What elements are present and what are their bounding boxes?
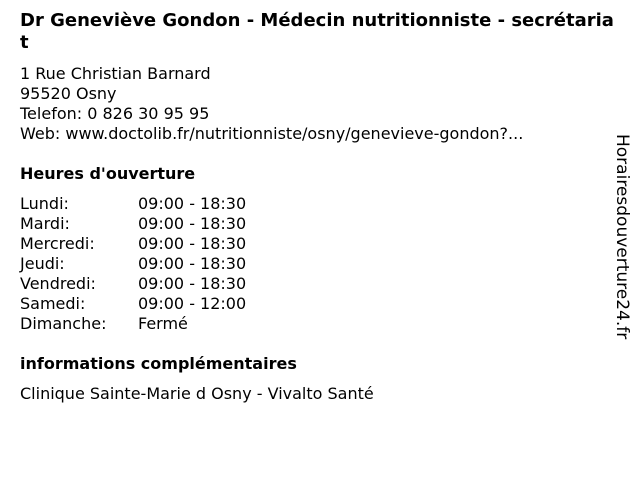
time-value: 09:00 - 18:30 xyxy=(138,194,247,213)
opening-hours-table xyxy=(20,194,246,334)
address-block xyxy=(20,64,523,144)
time-value: 09:00 - 18:30 xyxy=(138,254,247,273)
hours-row-saturday xyxy=(20,294,246,314)
day-label: Lundi: xyxy=(20,194,69,213)
day-label: Samedi: xyxy=(20,294,86,313)
additional-info-heading: informations complémentaires xyxy=(20,354,297,373)
day-label: Jeudi: xyxy=(20,254,65,273)
time-value: 09:00 - 18:30 xyxy=(138,214,247,233)
postal-city: 95520 Osny xyxy=(20,84,117,103)
phone-number: Telefon: 0 826 30 95 95 xyxy=(20,104,210,123)
website-link[interactable]: Web: www.doctolib.fr/nutritionniste/osny/genevieve-gondon?... xyxy=(20,124,524,143)
site-watermark xyxy=(612,134,632,344)
time-value: 09:00 - 12:00 xyxy=(138,294,247,313)
watermark-text: Horairesdouverture24.fr xyxy=(612,134,632,340)
day-label: Mercredi: xyxy=(20,234,95,253)
hours-row-tuesday xyxy=(20,214,246,234)
opening-hours-heading: Heures d'ouverture xyxy=(20,164,196,183)
time-value: 09:00 - 18:30 xyxy=(138,274,247,293)
time-value: 09:00 - 18:30 xyxy=(138,234,247,253)
page-title: Dr Geneviève Gondon - Médecin nutritionniste - secrétariat xyxy=(20,10,614,53)
hours-row-monday xyxy=(20,194,246,214)
day-label: Dimanche: xyxy=(20,314,107,333)
street-address: 1 Rue Christian Barnard xyxy=(20,64,211,83)
hours-row-wednesday xyxy=(20,234,246,254)
day-label: Mardi: xyxy=(20,214,70,233)
additional-info-text: Clinique Sainte-Marie d Osny - Vivalto Santé xyxy=(20,384,374,403)
hours-row-thursday xyxy=(20,254,246,274)
hours-row-sunday xyxy=(20,314,246,334)
hours-row-friday xyxy=(20,274,246,294)
day-label: Vendredi: xyxy=(20,274,96,293)
time-value: Fermé xyxy=(138,314,188,333)
